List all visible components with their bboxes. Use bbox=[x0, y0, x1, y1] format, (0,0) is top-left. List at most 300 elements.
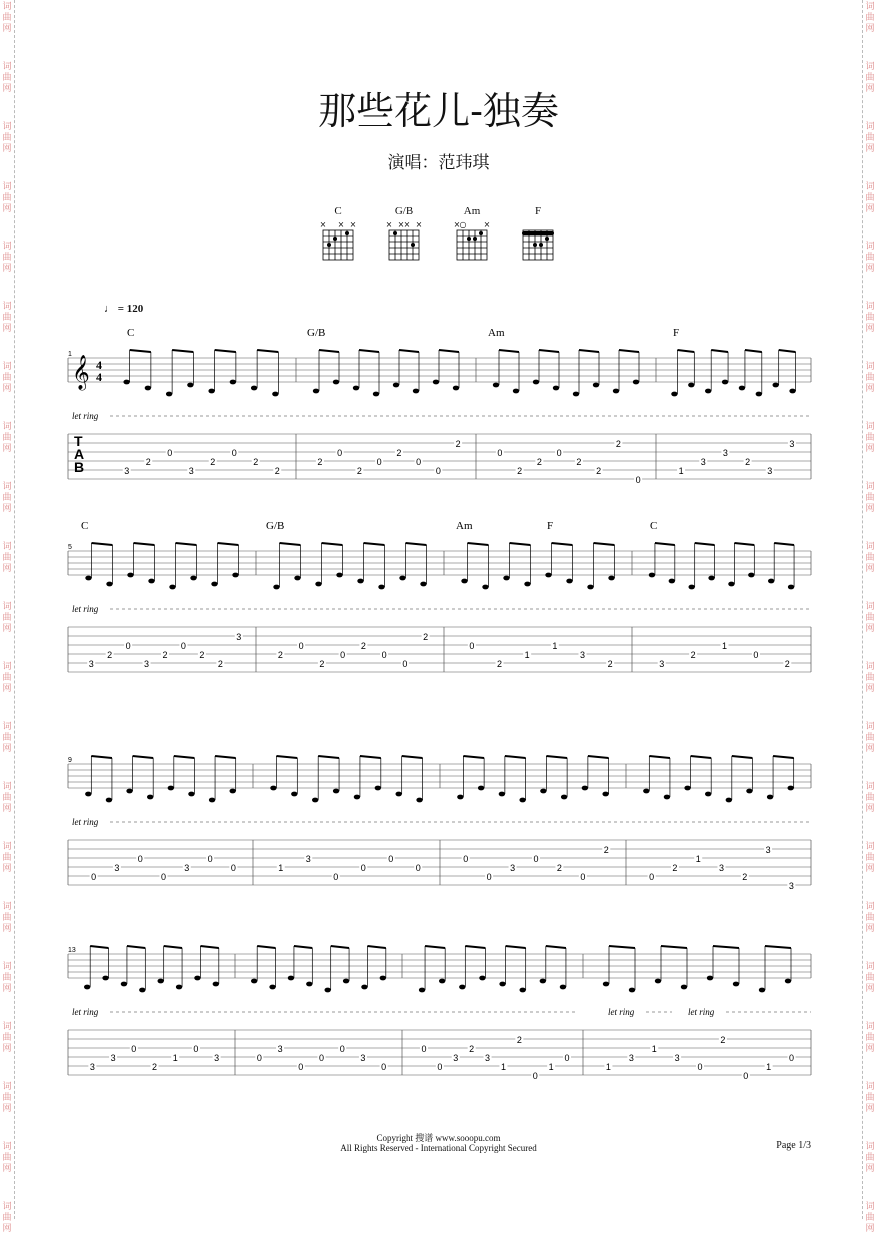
note-head bbox=[148, 579, 154, 584]
watermark-text: 词 曲 网 bbox=[865, 842, 875, 874]
tab-fret-number: 2 bbox=[516, 1035, 522, 1045]
tempo-value: = 120 bbox=[117, 303, 144, 315]
measure-number: 5 bbox=[68, 544, 72, 551]
tab-fret-number: 3 bbox=[214, 1053, 220, 1063]
watermark-text: 词 曲 网 bbox=[2, 62, 12, 94]
tab-fret-number: 0 bbox=[421, 1044, 427, 1054]
tab-fret-number: 2 bbox=[784, 659, 790, 669]
note-head bbox=[416, 798, 422, 803]
note-head bbox=[209, 798, 215, 803]
note-beam bbox=[506, 946, 526, 948]
note-head bbox=[123, 380, 129, 385]
note-beam bbox=[200, 946, 218, 948]
chord-diagram-c bbox=[318, 218, 358, 264]
tab-fret-number: 0 bbox=[298, 1062, 304, 1072]
watermark-text: 词 曲 网 bbox=[865, 1142, 875, 1174]
tab-fret-number: 0 bbox=[131, 1044, 137, 1054]
note-head bbox=[106, 798, 112, 803]
watermark-text: 词 曲 网 bbox=[2, 902, 12, 934]
tab-fret-number: 0 bbox=[180, 641, 186, 651]
tab-fret-number: 0 bbox=[125, 641, 131, 651]
tab-fret-number: 1 bbox=[552, 641, 558, 651]
watermark-text: 词 曲 网 bbox=[865, 302, 875, 334]
note-beam bbox=[465, 946, 485, 948]
note-head bbox=[361, 985, 367, 990]
tab-fret-number: 0 bbox=[556, 448, 562, 458]
chord-label: Am bbox=[488, 327, 505, 339]
note-beam bbox=[215, 350, 236, 352]
note-head bbox=[336, 573, 342, 578]
note-beam bbox=[677, 350, 694, 352]
note-beam bbox=[367, 946, 385, 948]
note-beam bbox=[691, 756, 712, 758]
chord-label: F bbox=[673, 327, 680, 339]
note-beam bbox=[505, 756, 526, 758]
note-head bbox=[602, 792, 608, 797]
note-beam bbox=[779, 350, 796, 352]
tab-fret-number: 2 bbox=[556, 863, 562, 873]
note-beam bbox=[468, 543, 489, 545]
note-head bbox=[333, 789, 339, 794]
tab-fret-number: 1 bbox=[524, 650, 530, 660]
tab-fret-number: 0 bbox=[339, 1044, 345, 1054]
note-head bbox=[533, 380, 539, 385]
note-beam bbox=[734, 543, 754, 545]
note-head bbox=[655, 979, 661, 984]
note-head bbox=[453, 386, 459, 391]
note-head bbox=[681, 985, 687, 990]
note-beam bbox=[745, 350, 762, 352]
tab-fret-number: 3 bbox=[628, 1053, 634, 1063]
tab-fret-number: 1 bbox=[172, 1053, 178, 1063]
note-beam bbox=[134, 543, 155, 545]
note-beam bbox=[364, 543, 385, 545]
tab-fret-number: 2 bbox=[217, 659, 223, 669]
chord-label: G/B bbox=[307, 327, 326, 339]
tab-fret-number: 0 bbox=[256, 1053, 262, 1063]
tab-fret-number: 0 bbox=[333, 872, 339, 882]
note-head bbox=[188, 792, 194, 797]
chord-label: C bbox=[81, 520, 89, 532]
note-beam bbox=[133, 756, 154, 758]
note-beam bbox=[546, 946, 566, 948]
chord-diagram-name: Am bbox=[463, 205, 481, 217]
tab-fret-number: 3 bbox=[718, 863, 725, 873]
note-head bbox=[540, 789, 546, 794]
watermark-text: 词 曲 网 bbox=[865, 182, 875, 214]
measure-number: 1 bbox=[68, 351, 72, 358]
watermark-text: 词 曲 网 bbox=[2, 2, 12, 34]
tab-fret-number: 2 bbox=[607, 659, 613, 669]
note-beam bbox=[257, 946, 275, 948]
let-ring-label: let ring bbox=[72, 411, 99, 421]
tab-fret-number: 3 bbox=[144, 659, 150, 669]
note-beam bbox=[172, 350, 193, 352]
note-head bbox=[707, 976, 713, 981]
quarter-note-icon: ♩ bbox=[104, 303, 115, 315]
tab-fret-number: 2 bbox=[199, 650, 205, 660]
note-head bbox=[582, 786, 588, 791]
tab-fret-number: 3 bbox=[360, 1053, 366, 1063]
tab-fret-number: 1 bbox=[651, 1044, 657, 1054]
tab-fret-number: 1 bbox=[605, 1062, 611, 1072]
tab-fret-number: 0 bbox=[697, 1062, 703, 1072]
note-head bbox=[270, 786, 276, 791]
note-head bbox=[251, 386, 257, 391]
chord-label: F bbox=[547, 520, 554, 532]
note-head bbox=[688, 383, 694, 388]
tab-fret-number: 2 bbox=[576, 457, 582, 467]
note-beam bbox=[773, 756, 794, 758]
watermark-text: 词 曲 网 bbox=[865, 422, 875, 454]
note-beam bbox=[661, 946, 687, 948]
tempo-marking bbox=[104, 303, 143, 315]
watermark-text: 词 曲 网 bbox=[2, 302, 12, 334]
note-head bbox=[315, 582, 321, 587]
note-beam bbox=[649, 756, 670, 758]
time-signature-top: 4 bbox=[96, 358, 102, 372]
note-beam bbox=[319, 350, 339, 352]
note-beam bbox=[499, 350, 519, 352]
tab-fret-number: 3 bbox=[485, 1053, 491, 1063]
tab-fret-number: 1 bbox=[548, 1062, 554, 1072]
watermark-text: 词 曲 网 bbox=[2, 482, 12, 514]
note-head bbox=[357, 579, 363, 584]
note-head bbox=[157, 979, 163, 984]
tab-fret-number: 3 bbox=[659, 659, 665, 669]
tab-fret-number: 2 bbox=[517, 466, 523, 476]
watermark-text: 词 曲 网 bbox=[2, 1202, 12, 1234]
note-head bbox=[127, 573, 133, 578]
note-head bbox=[733, 982, 739, 987]
note-head bbox=[343, 979, 349, 984]
note-head bbox=[748, 573, 754, 578]
tab-fret-number: 3 bbox=[788, 881, 794, 891]
chord-diagram-f bbox=[518, 218, 558, 264]
note-head bbox=[457, 795, 463, 800]
tab-fret-number: 3 bbox=[767, 466, 773, 476]
svg-text:×: × bbox=[453, 220, 461, 229]
tab-fret-number: 3 bbox=[765, 845, 771, 855]
tab-fret-number: 2 bbox=[145, 457, 151, 467]
watermark-text: 词 曲 网 bbox=[865, 722, 875, 754]
note-head bbox=[378, 585, 384, 590]
chord-diagram-name: F bbox=[534, 205, 542, 217]
watermark-text: 词 曲 网 bbox=[865, 902, 875, 934]
note-head bbox=[768, 579, 774, 584]
tab-fret-number: 2 bbox=[596, 466, 602, 476]
tab-fret-number: 0 bbox=[298, 641, 304, 651]
note-beam bbox=[90, 946, 108, 948]
watermark-text: 词 曲 网 bbox=[865, 1082, 875, 1114]
tab-fret-number: 0 bbox=[437, 1062, 443, 1072]
note-head bbox=[540, 979, 546, 984]
note-head bbox=[306, 982, 312, 987]
note-beam bbox=[294, 946, 312, 948]
watermark-text: 词 曲 网 bbox=[865, 2, 875, 34]
note-head bbox=[169, 585, 175, 590]
note-head bbox=[553, 386, 559, 391]
tab-fret-number: 1 bbox=[766, 1062, 772, 1072]
note-head bbox=[194, 976, 200, 981]
note-head bbox=[354, 795, 360, 800]
tab-fret-number: 2 bbox=[319, 659, 325, 669]
note-beam bbox=[127, 946, 145, 948]
tab-fret-number: 2 bbox=[162, 650, 168, 660]
note-head bbox=[211, 582, 217, 587]
watermark-text: 词 曲 网 bbox=[865, 602, 875, 634]
note-head bbox=[669, 579, 675, 584]
tab-fret-number: 0 bbox=[376, 457, 382, 467]
watermark-text: 词 曲 网 bbox=[865, 1022, 875, 1054]
note-head bbox=[230, 380, 236, 385]
tab-fret-number: 0 bbox=[388, 854, 394, 864]
note-beam bbox=[331, 946, 349, 948]
note-head bbox=[190, 576, 196, 581]
time-signature-bottom: 4 bbox=[96, 370, 102, 384]
tab-fret-number: 3 bbox=[110, 1053, 116, 1063]
tab-fret-number: 0 bbox=[207, 854, 213, 864]
svg-text:×: × bbox=[337, 220, 345, 229]
rights-line: All Rights Reserved - International Copyright Secured bbox=[340, 1143, 537, 1153]
note-head bbox=[566, 579, 572, 584]
note-beam bbox=[176, 543, 197, 545]
tab-fret-number: 3 bbox=[114, 863, 120, 873]
note-head bbox=[413, 389, 419, 394]
tab-clef-letter: A bbox=[74, 446, 85, 462]
score-system bbox=[0, 515, 877, 715]
note-head bbox=[313, 389, 319, 394]
tab-fret-number: 2 bbox=[742, 872, 748, 882]
note-head bbox=[380, 976, 386, 981]
note-head bbox=[688, 585, 694, 590]
note-head bbox=[756, 392, 762, 397]
tab-fret-number: 2 bbox=[690, 650, 696, 660]
watermark-text: 词 曲 网 bbox=[2, 1022, 12, 1054]
note-head bbox=[106, 582, 112, 587]
note-beam bbox=[439, 350, 459, 352]
watermark-text: 词 曲 网 bbox=[865, 782, 875, 814]
note-head bbox=[187, 383, 193, 388]
note-beam bbox=[609, 946, 635, 948]
tab-fret-number: 0 bbox=[486, 872, 492, 882]
note-head bbox=[560, 985, 566, 990]
note-head bbox=[272, 392, 278, 397]
watermark-text: 词 曲 网 bbox=[2, 842, 12, 874]
tab-fret-number: 3 bbox=[184, 863, 190, 873]
tab-fret-number: 2 bbox=[745, 457, 751, 467]
watermark-text: 词 曲 网 bbox=[865, 482, 875, 514]
note-beam bbox=[463, 756, 484, 758]
note-beam bbox=[655, 543, 675, 545]
note-beam bbox=[318, 756, 339, 758]
note-head bbox=[633, 380, 639, 385]
watermark-text: 词 曲 网 bbox=[2, 362, 12, 394]
note-head bbox=[573, 392, 579, 397]
copyright-line: Copyright 搜谱 www.sooopu.com bbox=[376, 1133, 501, 1143]
tab-fret-number: 2 bbox=[317, 457, 323, 467]
svg-text:×: × bbox=[415, 220, 423, 229]
svg-text:○: ○ bbox=[459, 220, 467, 229]
tab-fret-number: 0 bbox=[381, 650, 387, 660]
tab-fret-number: 0 bbox=[564, 1053, 570, 1063]
tab-fret-number: 2 bbox=[672, 863, 678, 873]
watermark-text: 词 曲 网 bbox=[865, 62, 875, 94]
note-head bbox=[728, 582, 734, 587]
tab-fret-number: 0 bbox=[416, 457, 422, 467]
tab-fret-number: 2 bbox=[536, 457, 542, 467]
tab-fret-number: 0 bbox=[532, 1071, 538, 1081]
svg-text:×: × bbox=[397, 220, 405, 229]
watermark-text: 词 曲 网 bbox=[865, 542, 875, 574]
note-head bbox=[545, 573, 551, 578]
tab-fret-number: 0 bbox=[789, 1053, 795, 1063]
let-ring-label: let ring bbox=[608, 1007, 635, 1017]
note-head bbox=[478, 786, 484, 791]
note-beam bbox=[402, 756, 423, 758]
note-beam bbox=[360, 756, 381, 758]
note-head bbox=[671, 392, 677, 397]
note-beam bbox=[732, 756, 753, 758]
tab-clef-letter: T bbox=[74, 433, 83, 449]
tab-fret-number: 0 bbox=[402, 659, 408, 669]
tab-fret-number: 3 bbox=[124, 466, 130, 476]
watermark-text: 词 曲 网 bbox=[865, 1202, 875, 1234]
tab-fret-number: 3 bbox=[700, 457, 706, 467]
song-title: 那些花儿-独奏 bbox=[318, 89, 559, 133]
chord-diagram-g-over-b bbox=[384, 218, 424, 264]
note-beam bbox=[215, 756, 236, 758]
note-beam bbox=[579, 350, 599, 352]
note-head bbox=[312, 798, 318, 803]
tab-fret-number: 0 bbox=[635, 475, 641, 485]
note-head bbox=[288, 976, 294, 981]
chord-diagram-name: C bbox=[334, 205, 342, 217]
tab-fret-number: 2 bbox=[615, 439, 621, 449]
tab-fret-number: 2 bbox=[496, 659, 503, 669]
singer-credit: 演唱：范玮琪 bbox=[387, 153, 490, 173]
chord-diagram-am bbox=[452, 218, 492, 264]
note-head bbox=[789, 389, 795, 394]
tab-fret-number: 3 bbox=[305, 854, 311, 864]
note-head bbox=[788, 585, 794, 590]
note-head bbox=[459, 985, 465, 990]
note-head bbox=[139, 988, 145, 993]
note-beam bbox=[765, 946, 791, 948]
copyright-footer bbox=[0, 1133, 877, 1153]
watermark-text: 词 曲 网 bbox=[2, 782, 12, 814]
tab-fret-number: 0 bbox=[360, 863, 366, 873]
tab-fret-number: 3 bbox=[510, 863, 516, 873]
measure-number: 9 bbox=[68, 757, 72, 764]
note-head bbox=[251, 979, 257, 984]
note-beam bbox=[713, 946, 739, 948]
tab-fret-number: 3 bbox=[789, 439, 795, 449]
tab-fret-number: 2 bbox=[277, 650, 283, 660]
svg-text:×: × bbox=[385, 220, 393, 229]
note-head bbox=[705, 792, 711, 797]
note-head bbox=[613, 389, 619, 394]
note-beam bbox=[406, 543, 427, 545]
note-beam bbox=[425, 946, 445, 948]
tab-fret-number: 2 bbox=[720, 1035, 726, 1045]
treble-clef-icon: 𝄞 bbox=[72, 355, 90, 390]
note-head bbox=[767, 795, 773, 800]
note-head bbox=[145, 386, 151, 391]
note-head bbox=[433, 380, 439, 385]
note-beam bbox=[218, 543, 239, 545]
note-head bbox=[85, 792, 91, 797]
let-ring-label: let ring bbox=[72, 604, 99, 614]
tab-fret-number: 2 bbox=[210, 457, 216, 467]
note-head bbox=[333, 380, 339, 385]
watermark-text: 词 曲 网 bbox=[2, 542, 12, 574]
note-head bbox=[787, 786, 793, 791]
tab-fret-number: 1 bbox=[278, 863, 284, 873]
chord-label: C bbox=[127, 327, 135, 339]
note-head bbox=[393, 383, 399, 388]
tab-fret-number: 0 bbox=[91, 872, 97, 882]
note-beam bbox=[322, 543, 343, 545]
tab-fret-number: 3 bbox=[674, 1053, 680, 1063]
note-head bbox=[168, 786, 174, 791]
note-head bbox=[722, 380, 728, 385]
note-head bbox=[684, 786, 690, 791]
tab-fret-number: 3 bbox=[188, 466, 194, 476]
let-ring-label: let ring bbox=[72, 817, 99, 827]
note-head bbox=[482, 585, 488, 590]
note-beam bbox=[539, 350, 559, 352]
note-beam bbox=[164, 946, 182, 948]
note-head bbox=[147, 795, 153, 800]
watermark-text: 词 曲 网 bbox=[2, 722, 12, 754]
note-head bbox=[649, 573, 655, 578]
note-head bbox=[603, 982, 609, 987]
let-ring-label: let ring bbox=[688, 1007, 715, 1017]
note-beam bbox=[174, 756, 195, 758]
note-head bbox=[643, 789, 649, 794]
note-beam bbox=[359, 350, 379, 352]
note-head bbox=[587, 585, 593, 590]
tab-fret-number: 3 bbox=[236, 632, 242, 642]
tab-fret-number: 0 bbox=[463, 854, 469, 864]
note-beam bbox=[276, 756, 297, 758]
note-head bbox=[294, 576, 300, 581]
svg-text:×: × bbox=[349, 220, 357, 229]
note-beam bbox=[510, 543, 531, 545]
note-head bbox=[664, 795, 670, 800]
tab-fret-number: 0 bbox=[743, 1071, 749, 1081]
chord-label: G/B bbox=[266, 520, 285, 532]
note-beam bbox=[552, 543, 573, 545]
note-head bbox=[375, 786, 381, 791]
note-head bbox=[166, 392, 172, 397]
chord-label: Am bbox=[456, 520, 473, 532]
watermark-text: 词 曲 网 bbox=[2, 1082, 12, 1114]
let-ring-label: let ring bbox=[72, 1007, 99, 1017]
tab-fret-number: 2 bbox=[107, 650, 113, 660]
note-head bbox=[126, 789, 132, 794]
note-beam bbox=[91, 756, 112, 758]
tab-fret-number: 0 bbox=[167, 448, 173, 458]
note-head bbox=[519, 988, 525, 993]
tab-fret-number: 3 bbox=[88, 659, 94, 669]
note-head bbox=[176, 985, 182, 990]
note-beam bbox=[280, 543, 301, 545]
tab-fret-number: 2 bbox=[396, 448, 402, 458]
note-head bbox=[102, 976, 108, 981]
note-head bbox=[519, 798, 525, 803]
